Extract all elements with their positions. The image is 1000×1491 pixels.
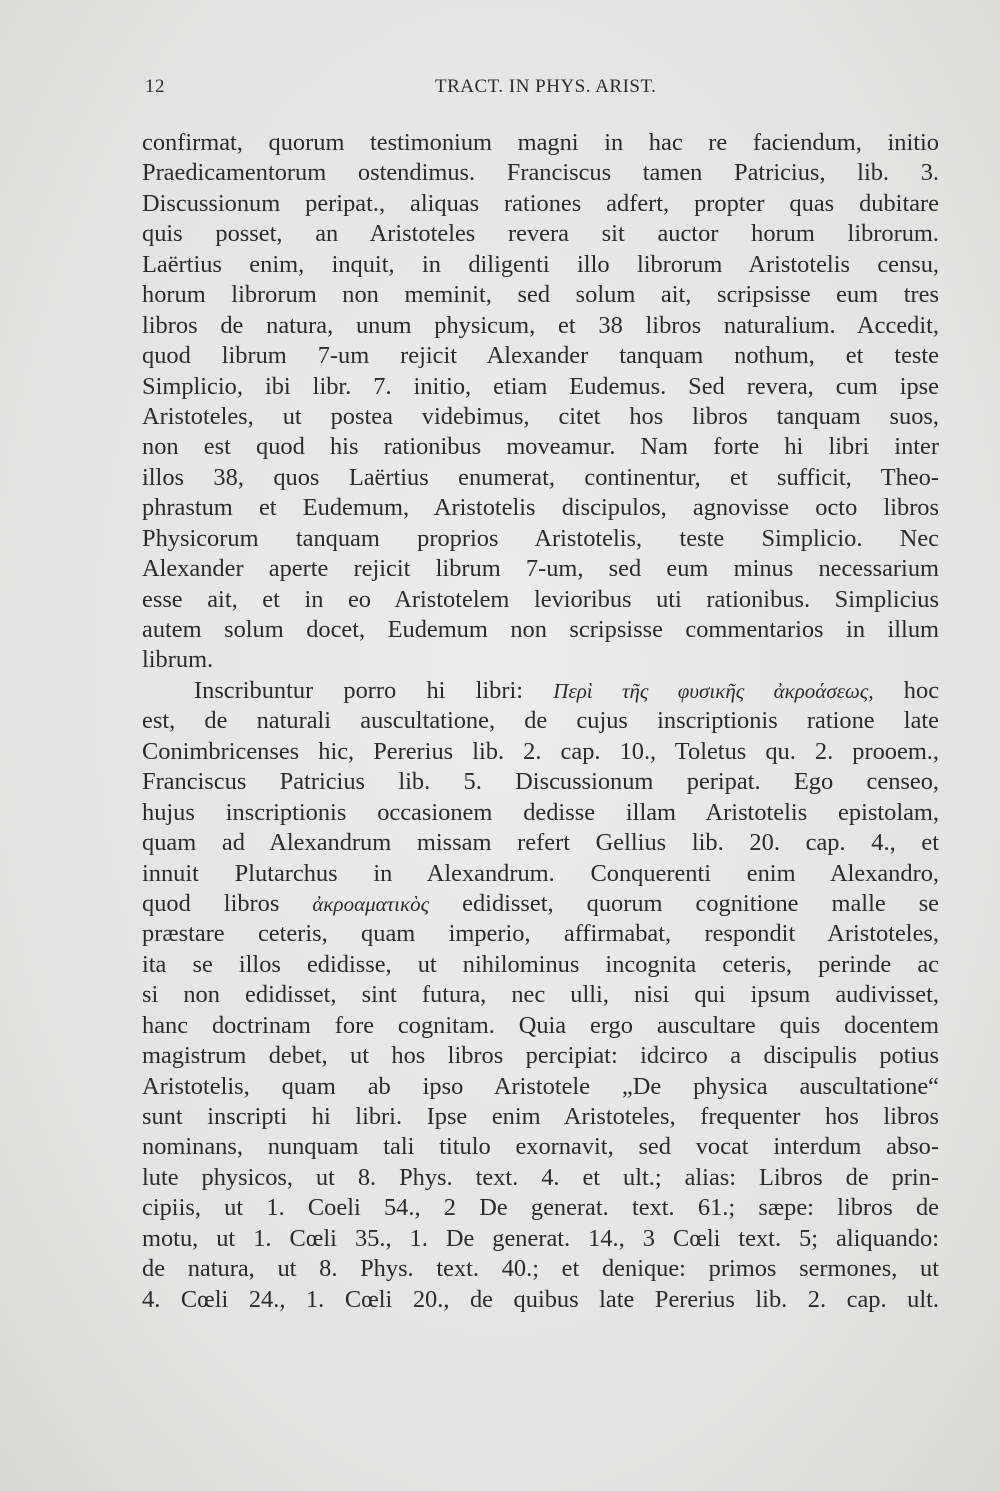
- text-line: quam ad Alexandrum missam refert Gellius lib. 20. cap. 4., et: [142, 829, 939, 857]
- text-line: Alexander aperte rejicit librum 7-um, sed eum minus necessarium: [142, 555, 939, 583]
- text-line: quod librum 7-um rejicit Alexander tanquam nothum, et teste: [142, 342, 939, 370]
- text-line: nominans, nunquam tali titulo exornavit, sed vocat interdum abso-: [142, 1133, 939, 1161]
- text-line: non est quod his rationibus moveamur. Nam forte hi libri inter: [142, 433, 939, 461]
- text-line: Inscribuntur porro hi libri: Περὶ τῆς φυσικῆς ἀκροάσεως, hoc: [194, 676, 940, 704]
- paragraph-1: [142, 128, 939, 676]
- text-line: autem solum docet, Eudemum non scripsisse commentarios in illum: [142, 616, 939, 643]
- text-line: hanc doctrinam fore cognitam. Quia ergo auscultare quis docentem: [142, 1011, 939, 1039]
- text-line: libros de natura, unum physicum, et 38 libros naturalium. Accedit,: [142, 311, 939, 339]
- text-line: illos 38, quos Laërtius enumerat, continentur, et sufficit, Theo-: [142, 463, 939, 491]
- text-line: est, de naturali auscultatione, de cujus inscriptionis ratione late: [142, 707, 939, 735]
- text-line: sunt inscripti hi libri. Ipse enim Aristoteles, frequenter hos libros: [142, 1103, 939, 1130]
- text-line: cipiis, ut 1. Coeli 54., 2 De generat. text. 61.; sæpe: libros de: [142, 1194, 939, 1222]
- text-line: magistrum debet, ut hos libros percipiat: idcirco a discipulis potius: [142, 1042, 939, 1070]
- text-line: Aristotelis, quam ab ipso Aristotele „De physica auscultatione“: [142, 1072, 939, 1100]
- text-line: Aristoteles, ut postea videbimus, citet hos libros tanquam suos,: [142, 402, 939, 430]
- text-line: librum.: [142, 646, 214, 674]
- page-number: 12: [145, 76, 165, 97]
- greek-title: Περὶ τῆς φυσικῆς ἀκροάσεως,: [553, 678, 874, 703]
- text-line: Franciscus Patricius lib. 5. Discussionum peripat. Ego censeo,: [142, 768, 939, 796]
- greek-word: ἀκροαματικὸς: [312, 891, 430, 916]
- text-line: Discussionum peripat., aliquas rationes adfert, propter quas dubitare: [142, 189, 939, 217]
- text-line: 4. Cœli 24., 1. Cœli 20., de quibus late Pererius lib. 2. cap. ult.: [142, 1285, 939, 1313]
- running-title: TRACT. IN PHYS. ARIST.: [435, 76, 657, 97]
- text-line: si non edidisset, sint futura, nec ulli, nisi qui ipsum audivisset,: [142, 981, 939, 1009]
- text-line: horum librorum non meminit, sed solum ait, scripsisse eum tres: [142, 281, 939, 309]
- text-line: præstare ceteris, quam imperio, affirmabat, respondit Aristoteles,: [142, 920, 939, 948]
- text-line: Simplicio, ibi libr. 7. initio, etiam Eudemus. Sed revera, cum ipse: [142, 372, 939, 400]
- text-line: Conimbricenses hic, Pererius lib. 2. cap. 10., Toletus qu. 2. prooem.,: [142, 737, 939, 765]
- text-line: quod libros ἀκροαματικὸς edidisset, quorum cognitione malle se: [142, 889, 940, 917]
- running-head: [145, 76, 935, 106]
- text-line: de natura, ut 8. Phys. text. 40.; et denique: primos sermones, ut: [142, 1255, 939, 1283]
- text-line: esse ait, et in eo Aristotelem levioribus uti rationibus. Simplicius: [142, 585, 939, 613]
- text-line: hujus inscriptionis occasionem dedisse illam Aristotelis epistolam,: [142, 798, 939, 826]
- text-line: confirmat, quorum testimonium magni in hac re faciendum, initio: [142, 129, 939, 156]
- text-line: Physicorum tanquam proprios Aristotelis, teste Simplicio. Nec: [142, 524, 939, 552]
- text-line: ita se illos edidisse, ut nihilominus incognita ceteris, perinde ac: [142, 950, 939, 978]
- text-line: Laërtius enim, inquit, in diligenti illo librorum Aristotelis censu,: [142, 250, 939, 278]
- text-line: motu, ut 1. Cœli 35., 1. De generat. 14., 3 Cœli text. 5; aliquando:: [142, 1224, 939, 1252]
- text-line: Praedicamentorum ostendimus. Franciscus tamen Patricius, lib. 3.: [142, 159, 939, 187]
- text-line: innuit Plutarchus in Alexandrum. Conquerenti enim Alexandro,: [142, 859, 939, 887]
- text-line: lute physicos, ut 8. Phys. text. 4. et ult.; alias: Libros de prin-: [142, 1163, 939, 1191]
- text-line: quis posset, an Aristoteles revera sit auctor horum librorum.: [142, 220, 939, 248]
- text-line: phrastum et Eudemum, Aristotelis discipulos, agnovisse octo libros: [142, 494, 939, 522]
- body-text: [142, 128, 939, 1315]
- paragraph-2: [142, 676, 939, 1315]
